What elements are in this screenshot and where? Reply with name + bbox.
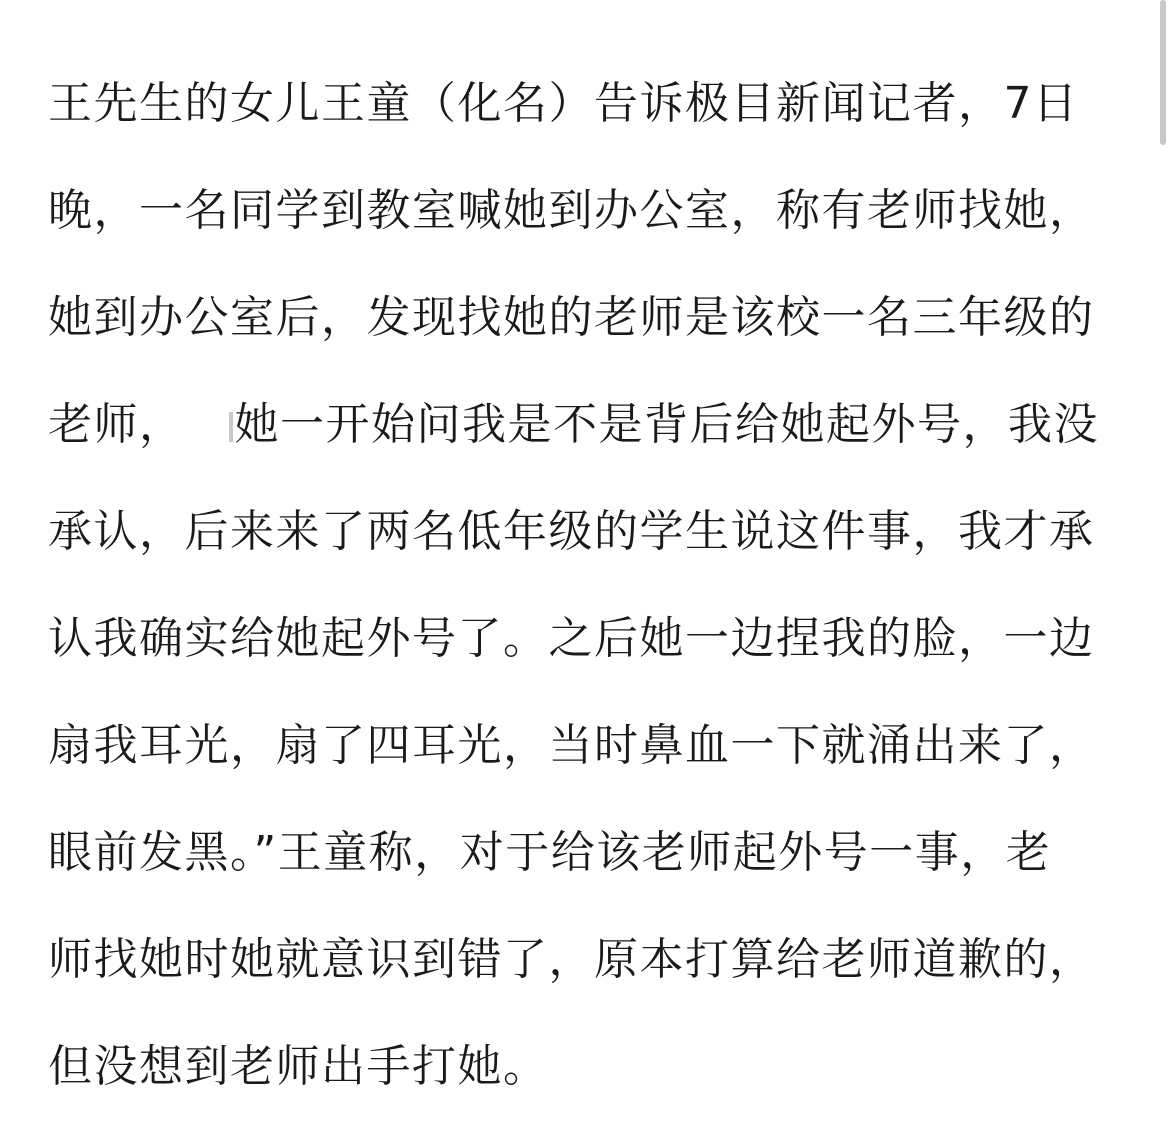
article-line-10: 但没想到老师出手打她。 xyxy=(48,1041,549,1092)
scrollbar[interactable] xyxy=(1158,0,1168,1134)
text-cursor-mark xyxy=(229,412,233,442)
article-body xyxy=(48,50,1138,1120)
article-line-1: 王先生的女儿王童（化名）告诉极目新闻记者，7日 xyxy=(48,78,1079,129)
article-line-4 xyxy=(48,371,1138,478)
article-line-7: 扇我耳光，扇了四耳光，当时鼻血一下就涌出来了， xyxy=(48,720,1095,771)
article-line-6: 认我确实给她起外号了。之后她一边捏我的脸，一边 xyxy=(48,613,1095,664)
article-line-9: 师找她时她就意识到错了，原本打算给老师道歉的， xyxy=(48,934,1095,985)
article-line-4-end: 她一开始问我是不是背后给她起外号，我没 xyxy=(234,399,1099,450)
scrollbar-thumb[interactable] xyxy=(1160,0,1166,145)
article-line-8: 眼前发黑。”王童称，对于给该老师起外号一事，老 xyxy=(48,827,1052,878)
article-line-4-start: 老师， xyxy=(48,399,185,450)
article-line-5: 承认，后来来了两名低年级的学生说这件事，我才承 xyxy=(48,506,1095,557)
article-line-2: 晚，一名同学到教室喊她到办公室，称有老师找她， xyxy=(48,185,1095,236)
article-line-3: 她到办公室后，发现找她的老师是该校一名三年级的 xyxy=(48,292,1095,343)
